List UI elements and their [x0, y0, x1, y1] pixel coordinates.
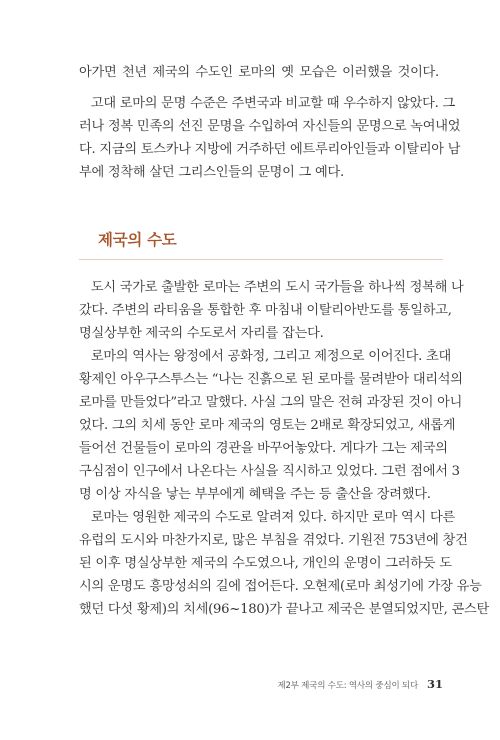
- intro-line-2: 고대 로마의 문명 수준은 주변국과 비교할 때 우수하지 않았다. 그: [79, 96, 455, 111]
- body-line-10: 명 이상 자식을 낳는 부부에게 혜택을 주는 등 출산을 장려했다.: [79, 487, 431, 502]
- body-line-14: 시의 운명도 흥망성쇠의 길에 접어든다. 오현제(로마 최성기에 가장 유능: [79, 579, 482, 594]
- page-number: 31: [427, 677, 444, 691]
- intro-line-4: 다. 지금의 토스카나 지방에 거주하던 에트루리아인들과 이탈리아 남: [79, 142, 461, 157]
- body-line-3: 명실상부한 제국의 수도로서 자리를 잡는다.: [79, 326, 324, 341]
- intro-line-3: 러나 정복 민족의 선진 문명을 수입하여 자신들의 문명으로 녹여내었: [79, 119, 461, 134]
- intro-line-1: 아가면 천년 제국의 수도인 로마의 옛 모습은 이러했을 것이다.: [79, 65, 439, 80]
- body-line-13: 된 이후 명실상부한 제국의 수도였으나, 개인의 운명이 그러하듯 도: [79, 556, 452, 571]
- body-line-4: 로마의 역사는 왕정에서 공화정, 그리고 제정으로 이어진다. 초대: [79, 349, 452, 364]
- section-heading: 제국의 수도: [98, 231, 177, 249]
- body-line-12: 유럽의 도시와 마찬가지로, 많은 부침을 겪었다. 기원전 753년에 창건: [79, 533, 468, 548]
- intro-line-5: 부에 정착해 살던 그리스인들의 문명이 그 예다.: [79, 165, 344, 180]
- body-line-15: 했던 다섯 황제)의 치세(96~180)가 끝나고 제국은 분열되었지만, 콘스탄: [79, 602, 489, 617]
- body-line-5: 황제인 아우구스투스는 “나는 진흙으로 된 로마를 물려받아 대리석의: [79, 372, 463, 387]
- running-head: 제2부 제국의 수도: 역사의 중심이 되다: [277, 681, 418, 691]
- body-line-1: 도시 국가로 출발한 로마는 주변의 도시 국가들을 하나씩 정복해 나: [79, 280, 464, 295]
- body-line-7: 었다. 그의 치세 동안 로마 제국의 영토는 2배로 확장되었고, 새롭게: [79, 418, 456, 433]
- body-line-11: 로마는 영원한 제국의 수도로 알려져 있다. 하지만 로마 역시 다른: [79, 510, 455, 525]
- section-divider: [79, 259, 443, 260]
- body-line-6: 로마를 만들었다”라고 말했다. 사실 그의 말은 전혀 과장된 것이 아니: [79, 395, 463, 410]
- body-line-8: 들어선 건물들이 로마의 경관을 바꾸어놓았다. 게다가 그는 제국의: [79, 441, 448, 456]
- body-line-2: 갔다. 주변의 라티움을 통합한 후 마침내 이탈리아반도를 통일하고,: [79, 303, 452, 318]
- body-line-9: 구심점이 인구에서 나온다는 사실을 직시하고 있었다. 그런 점에서 3: [79, 464, 460, 479]
